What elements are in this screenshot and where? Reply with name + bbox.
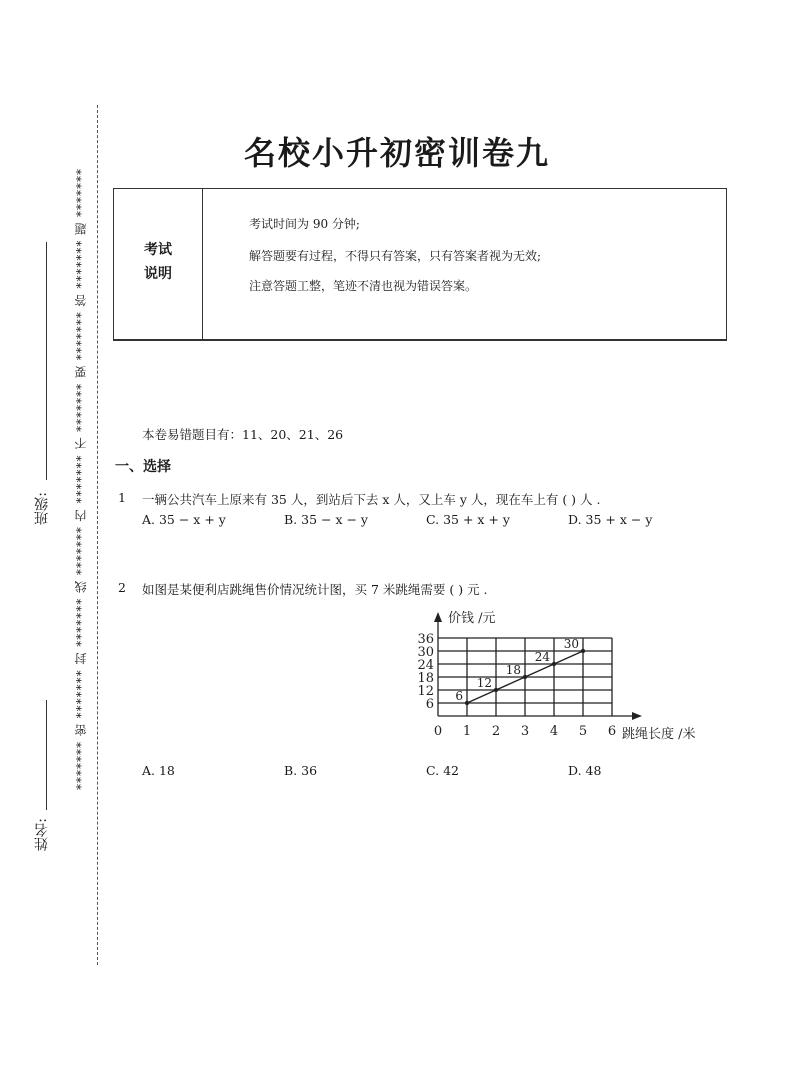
option-c[interactable]: C. 35 + x + y — [426, 512, 510, 527]
exam-info-label-line1: 考试 — [144, 242, 172, 258]
y-axis-label: 价钱 /元 — [448, 611, 496, 626]
x-axis-arrow-icon — [632, 712, 642, 720]
section-title: 一、选择 — [115, 459, 171, 475]
error-prone-note: 本卷易错题目有：11、20、21、26 — [142, 427, 344, 442]
exam-info-label-line2: 说明 — [144, 266, 172, 282]
option-b[interactable]: B. 36 — [284, 763, 318, 778]
y-tick-label: 36 — [417, 632, 434, 647]
y-tick-label: 24 — [417, 658, 434, 673]
name-label: 姓名: — [34, 818, 50, 851]
exam-info-line: 解答题要有过程，不得只有答案，只有答案者视为无效; — [249, 249, 542, 263]
seal-line-text: ******* 密 ******* 封 ******* 线 ******* 内 ******* 不 ******* 要 ******* 答 ******* 题 ******* — [74, 168, 88, 791]
question-number: 1 — [118, 490, 126, 505]
exam-info-line: 注意答题工整，笔迹不清也视为错误答案。 — [249, 279, 478, 293]
option-a[interactable]: A. 18 — [142, 763, 175, 778]
x-tick-label: 5 — [578, 724, 588, 739]
data-point — [552, 662, 556, 666]
y-tick-label: 6 — [425, 697, 434, 712]
x-tick-label: 2 — [491, 724, 501, 739]
option-d[interactable]: D. 48 — [568, 763, 602, 778]
y-tick-label: 12 — [417, 684, 434, 699]
x-tick-label: 6 — [607, 724, 617, 739]
x-axis-label: 跳绳长度 /米 — [622, 727, 696, 742]
option-c[interactable]: C. 42 — [426, 763, 459, 778]
x-tick-label: 3 — [520, 724, 530, 739]
data-point — [523, 675, 527, 679]
data-label: 12 — [476, 676, 492, 690]
x-tick-label: 0 — [433, 724, 443, 739]
data-point — [465, 701, 469, 705]
data-point — [494, 688, 498, 692]
class-label: 班级: — [34, 492, 50, 525]
y-tick-label: 30 — [417, 645, 434, 660]
y-tick-label: 18 — [417, 671, 434, 686]
exam-info-line: 考试时间为 90 分钟; — [249, 217, 360, 231]
data-label: 30 — [563, 637, 579, 651]
data-label: 24 — [534, 650, 550, 664]
option-a[interactable]: A. 35 − x + y — [142, 512, 226, 527]
data-label: 6 — [455, 689, 463, 703]
data-label: 18 — [505, 663, 521, 677]
option-b[interactable]: B. 35 − x − y — [284, 512, 368, 527]
option-d[interactable]: D. 35 + x − y — [568, 512, 653, 527]
x-tick-label: 4 — [549, 724, 559, 739]
x-tick-label: 1 — [462, 724, 472, 739]
data-point — [581, 649, 585, 653]
question-text: 如图是某便利店跳绳售价情况统计图，买 7 米跳绳需要 ( ) 元 . — [142, 582, 488, 597]
page-title: 名校小升初密训卷九 — [243, 134, 550, 172]
question-number: 2 — [118, 580, 126, 595]
y-axis-arrow-icon — [434, 612, 442, 622]
question-text: 一辆公共汽车上原来有 35 人，到站后下去 x 人，又上车 y 人，现在车上有 ( ) 人 . — [142, 492, 601, 507]
